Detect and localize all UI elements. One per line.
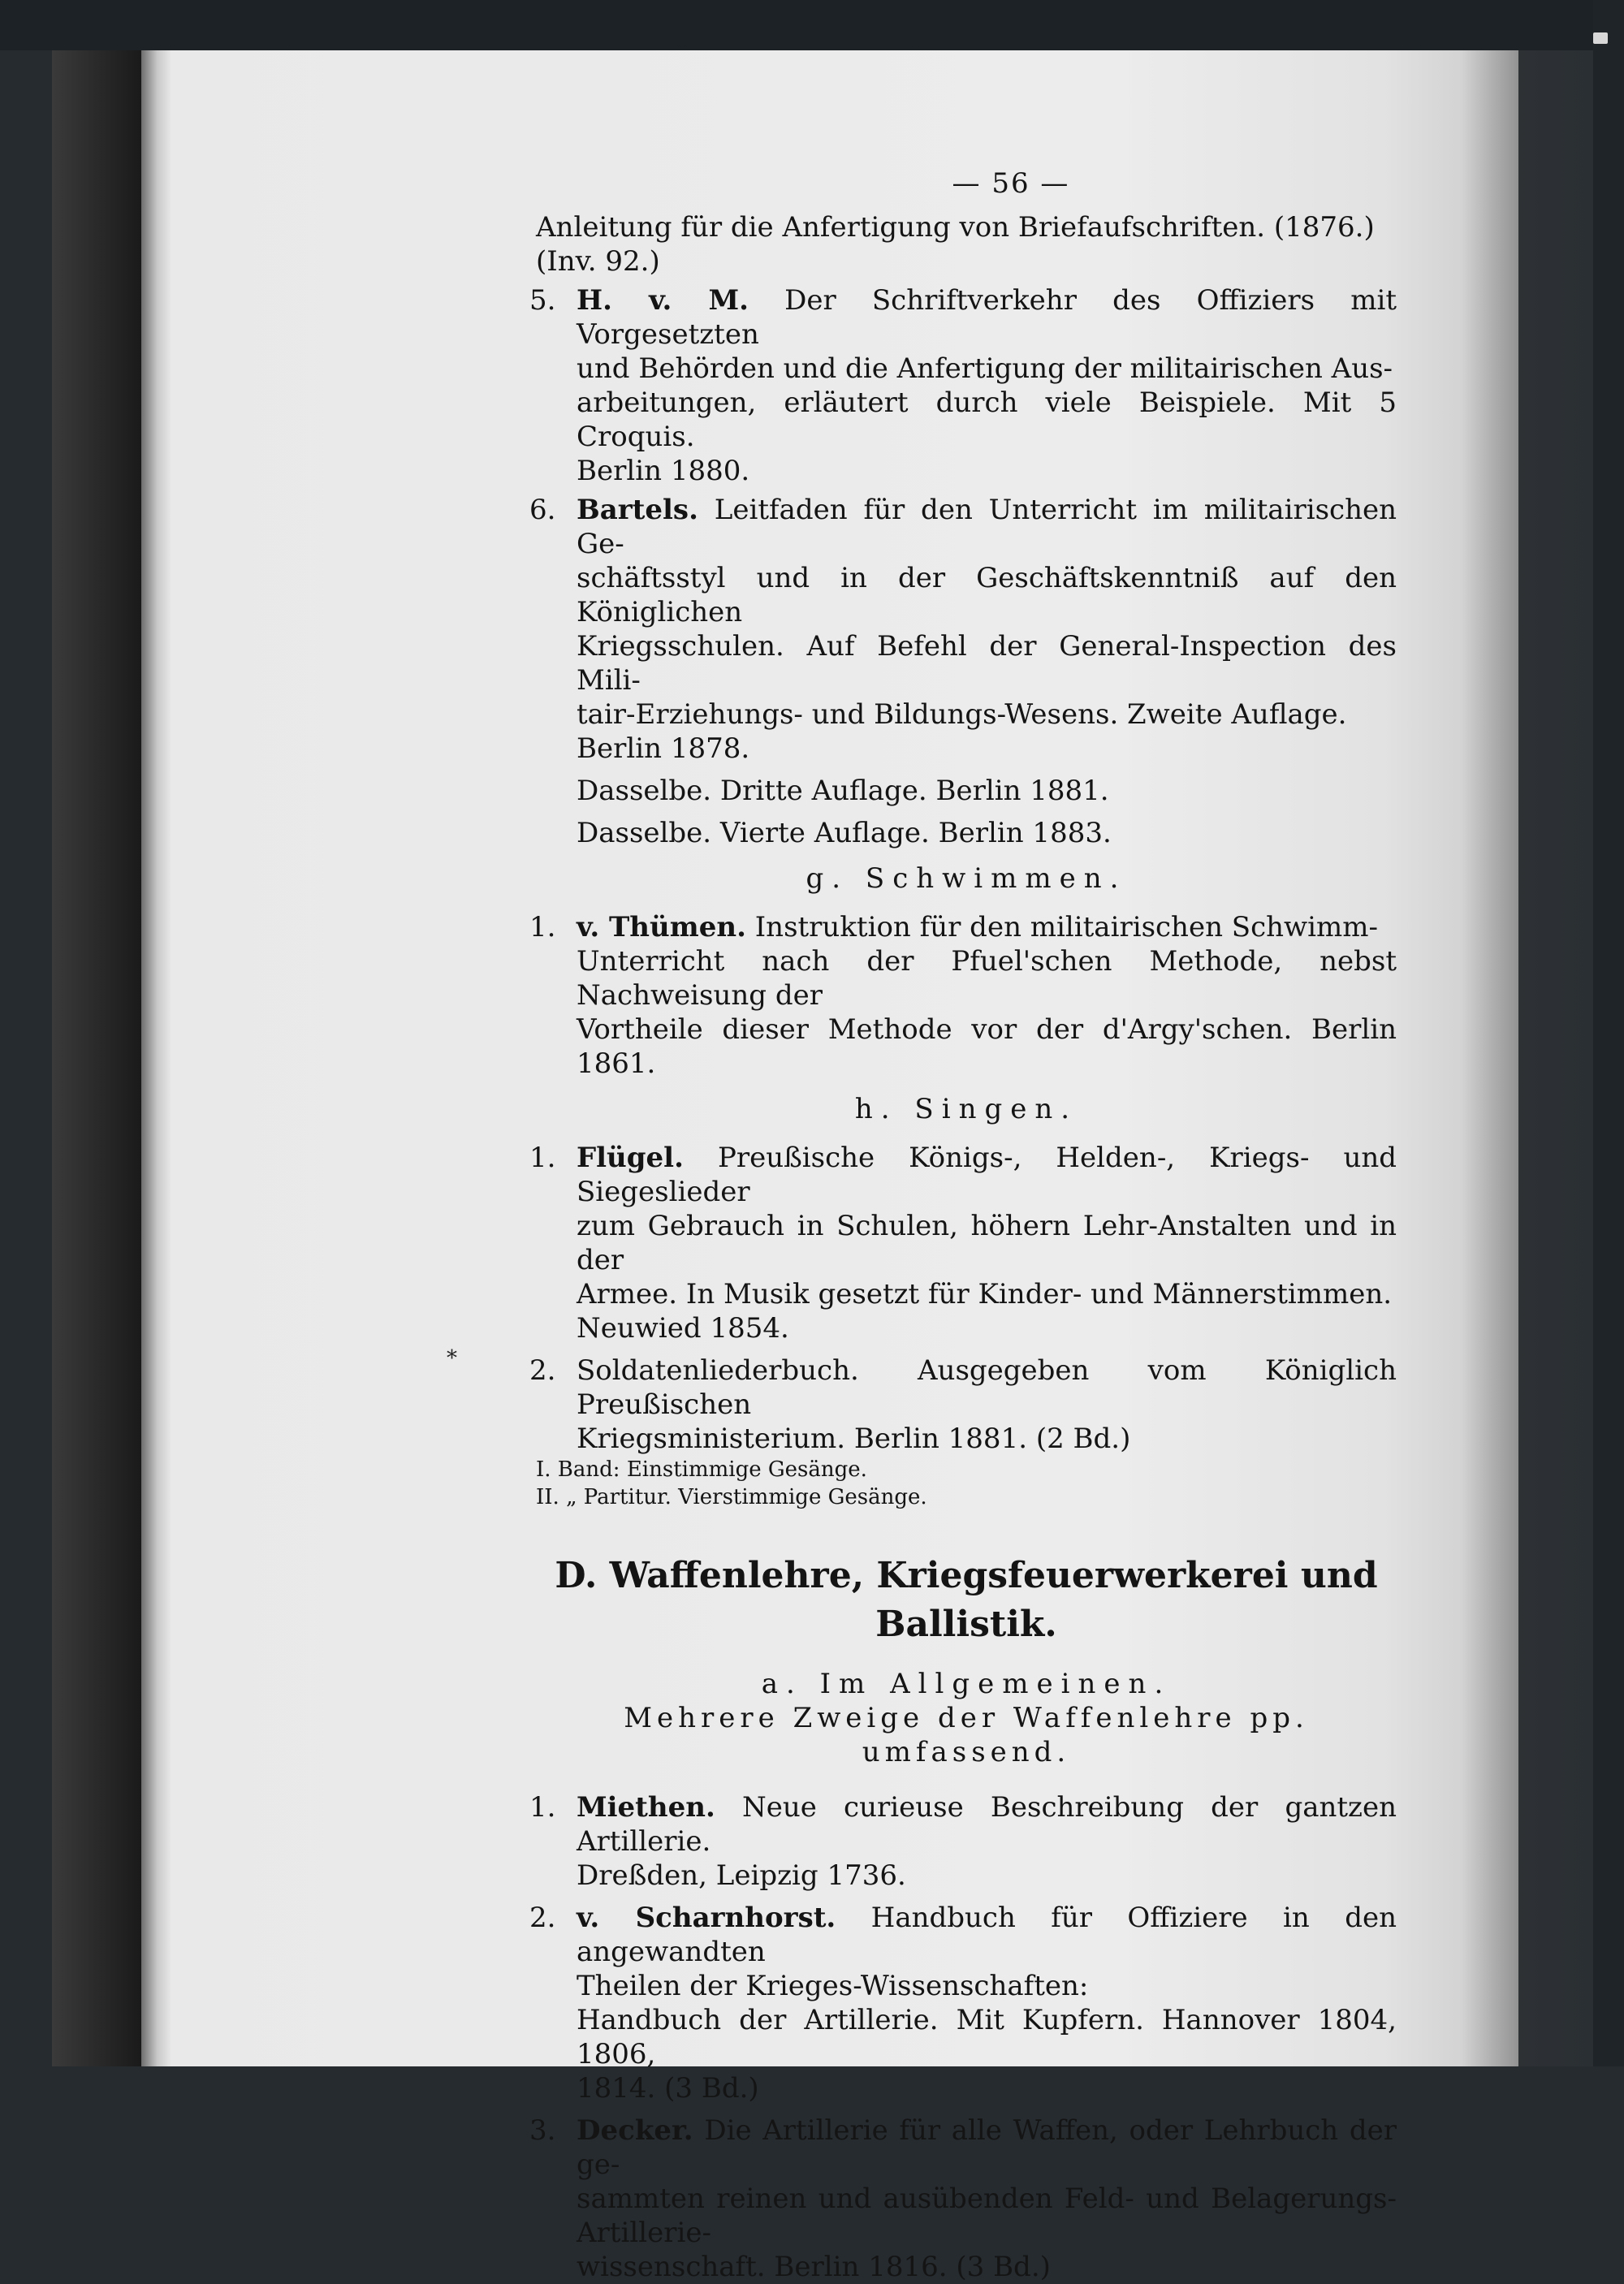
- text-line: Dreßden, Leipzig 1736.: [577, 1859, 906, 1892]
- entry-number: 1.: [529, 1142, 556, 1174]
- text-line: Theilen der Krieges-Wissenschaften:: [577, 1970, 1089, 2002]
- text-line: arbeitungen, erläutert durch viele Beispiele. Mit 5 Croquis.: [577, 386, 1397, 453]
- text-line: Dasselbe. Dritte Auflage. Berlin 1881.: [577, 775, 1109, 807]
- text-line: 1814. (3 Bd.): [577, 2072, 759, 2105]
- text-line: Berlin 1878.: [577, 732, 750, 765]
- text-line: Anleitung für die Anfertigung von Briefaufschriften. (1876.): [536, 211, 1375, 244]
- page-shadow: [1462, 50, 1593, 2066]
- text-line: Armee. In Musik gesetzt für Kinder- und Männerstimmen.: [577, 1278, 1393, 1310]
- entry-number: 2.: [529, 1902, 556, 1934]
- text-line: II. „ Partitur. Vierstimmige Gesänge.: [536, 1485, 927, 1509]
- book-binding: [52, 50, 141, 2066]
- text-line: und Behörden und die Anfertigung der militairischen Aus-: [577, 352, 1393, 385]
- list-item: [529, 2113, 1397, 2284]
- text-line: Vortheile dieser Methode vor der d'Argy'schen. Berlin 1861.: [577, 1013, 1397, 1080]
- text-line: Neue curieuse Beschreibung der gantzen Artillerie.: [577, 1791, 1397, 1858]
- book-cover-right: [1593, 0, 1624, 2066]
- text-line: Berlin 1880.: [577, 455, 750, 487]
- entry-number: 3.: [529, 2114, 556, 2147]
- bookmark-ribbon: [1593, 32, 1608, 44]
- list-item: [529, 1141, 1397, 1345]
- band-list: [536, 1456, 1397, 1511]
- text-line: Leitfaden für den Unterricht im militairischen Ge-: [577, 494, 1397, 560]
- text-line: Dasselbe. Vierte Auflage. Berlin 1883.: [577, 817, 1112, 849]
- entry-number: 1.: [529, 1791, 556, 1824]
- section-heading: D. Waffenlehre, Kriegsfeuerwerkerei und Ballistik.: [555, 1555, 1378, 1645]
- text-line: Handbuch für Offiziere in den angewandten: [577, 1902, 1397, 1968]
- text-line: Kriegsschulen. Auf Befehl der General-Inspection des Mili-: [577, 630, 1397, 697]
- list-item: [536, 816, 1397, 850]
- page-stack-edge: [141, 50, 171, 2066]
- subsection-heading: a. Im Allgemeinen.: [761, 1668, 1172, 1700]
- entry-number: 6.: [529, 494, 556, 526]
- text-line: Unterricht nach der Pfuel'schen Methode, nebst Nachweisung der: [577, 945, 1397, 1012]
- page-number: — 56 —: [952, 167, 1070, 200]
- text-line: sammten reinen und ausübenden Feld- und Belagerungs-Artillerie-: [577, 2183, 1397, 2249]
- text-line: tair-Erziehungs- und Bildungs-Wesens. Zweite Auflage.: [577, 698, 1347, 731]
- text-line: Der Schriftverkehr des Offiziers mit Vorgesetzten: [577, 284, 1397, 351]
- text-line: Soldatenliederbuch. Ausgegeben vom Königlich Preußischen: [577, 1354, 1397, 1421]
- list-item: [529, 1354, 1397, 1456]
- page-content: [529, 166, 1397, 2284]
- entry-number: 2.: [529, 1354, 556, 1387]
- entry-number: 1.: [529, 911, 556, 943]
- entry-author: Decker.: [577, 2114, 693, 2147]
- list-item: [536, 774, 1397, 808]
- list-item: [529, 1790, 1397, 1893]
- entry-author: v. Thümen.: [577, 911, 746, 943]
- list-item: [529, 910, 1397, 1081]
- text-line: Neuwied 1854.: [577, 1312, 789, 1345]
- text-line: zum Gebrauch in Schulen, höhern Lehr-Anstalten und in der: [577, 1210, 1397, 1276]
- intro-text: [536, 210, 1397, 278]
- text-line: Preußische Königs-, Helden-, Kriegs- und Siegeslieder: [577, 1142, 1397, 1208]
- list-item: [529, 1901, 1397, 2105]
- text-line: Handbuch der Artillerie. Mit Kupfern. Hannover 1804, 1806,: [577, 2004, 1397, 2070]
- text-line: schäftsstyl und in der Geschäftskenntniß auf den Königlichen: [577, 562, 1397, 628]
- subsection-subheading: Mehrere Zweige der Waffenlehre pp. umfassend.: [624, 1702, 1309, 1768]
- list-item: [529, 493, 1397, 766]
- entry-author: H. v. M.: [577, 284, 749, 317]
- text-line: Die Artillerie für alle Waffen, oder Lehrbuch der ge-: [577, 2114, 1397, 2181]
- subsection-heading: h. Singen.: [854, 1093, 1078, 1125]
- entry-author: v. Scharnhorst.: [577, 1902, 836, 1934]
- entry-number: 5.: [529, 284, 556, 317]
- text-line: Instruktion für den militairischen Schwimm-: [754, 911, 1378, 943]
- text-line: I. Band: Einstimmige Gesänge.: [536, 1457, 867, 1482]
- entry-author: Miethen.: [577, 1791, 715, 1824]
- list-item: [529, 283, 1397, 488]
- margin-mark: *: [447, 1346, 457, 1371]
- entry-author: Bartels.: [577, 494, 698, 526]
- entry-author: Flügel.: [577, 1142, 684, 1174]
- text-line: Kriegsministerium. Berlin 1881. (2 Bd.): [577, 1423, 1131, 1455]
- text-line: wissenschaft. Berlin 1816. (3 Bd.): [577, 2251, 1051, 2283]
- book-cover-top: [0, 0, 1624, 50]
- subsection-heading: g. Schwimmen.: [806, 862, 1127, 895]
- text-line: (Inv. 92.): [536, 245, 660, 278]
